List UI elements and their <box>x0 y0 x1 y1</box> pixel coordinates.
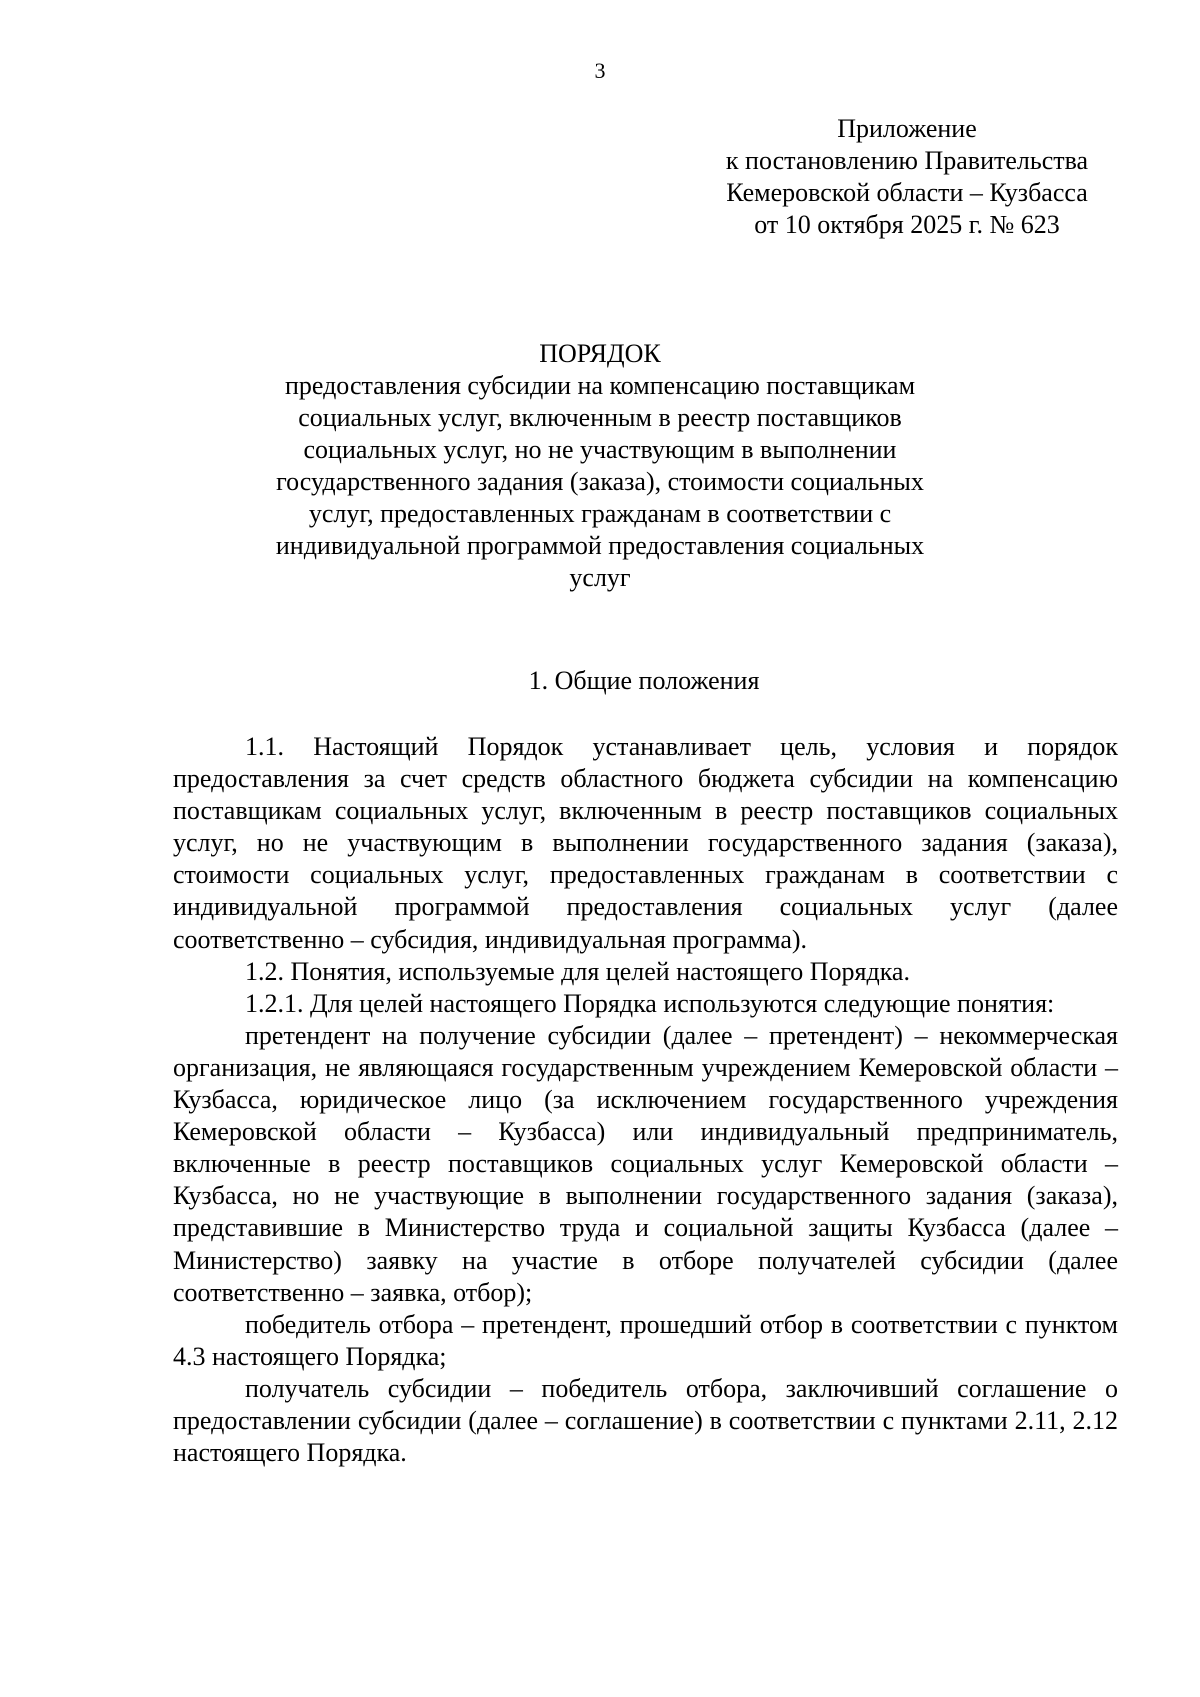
title-heading: ПОРЯДОК <box>539 339 661 368</box>
paragraph: получатель субсидии – победитель отбора, заключивший соглашение о предоставлении субсидии (далее – соглашение) в соответствии с пунктами 2.11, 2.12 настоящего Порядка. <box>173 1373 1118 1468</box>
title-line: индивидуальной программой предоставления социальных <box>275 531 925 560</box>
title-line: социальных услуг, но не участвующим в выполнении <box>303 435 897 464</box>
paragraph: победитель отбора – претендент, прошедший отбор в соответствии с пунктом 4.3 настоящего Порядка; <box>173 1309 1118 1371</box>
body-text <box>173 731 1118 1469</box>
appendix-line: Кемеровской области – Кузбасса <box>726 178 1088 207</box>
title-line: услуг, предоставленных гражданам в соответствии с <box>308 499 892 528</box>
appendix-line: от 10 октября 2025 г. № 623 <box>754 210 1060 239</box>
title-line: социальных услуг, включенным в реестр поставщиков <box>298 403 902 432</box>
appendix-line: к постановлению Правительства <box>725 146 1089 175</box>
title-line: услуг <box>569 563 631 592</box>
paragraph: 1.2. Понятия, используемые для целей настоящего Порядка. <box>245 956 910 986</box>
paragraph: 1.2.1. Для целей настоящего Порядка используются следующие понятия: <box>245 988 1055 1018</box>
title-line: предоставления субсидии на компенсацию поставщикам <box>284 371 916 400</box>
appendix-line: Приложение <box>837 114 977 143</box>
appendix-block <box>702 113 1112 241</box>
paragraph: 1.1. Настоящий Порядок устанавливает цель, условия и порядок предоставления за счет средств областного бюджета субсидии на компенсацию поставщикам социальных услуг, включенным в реестр поставщиков социальных услуг, но не участвующим в выполнении государственного задания (заказа), стоимости социальных услуг, предоставленных гражданам в соответствии с индивидуальной программой предоставления социальных услуг (далее соответственно – субсидия, индивидуальная программа). <box>173 732 1118 954</box>
title-line: государственного задания (заказа), стоимости социальных <box>276 467 924 496</box>
paragraph: претендент на получение субсидии (далее – претендент) – некоммерческая организация, не являющаяся государственным учреждением Кемеровской области – Кузбасса, юридическое лицо (за исключением государственного учреждения Кемеровской области – Кузбасса) или индивидуальный предприниматель, включенные в реестр поставщиков социальных услуг Кемеровской области – Кузбасса, но не участвующие в выполнении государственного задания (заказа), представившие в Министерство труда и социальной защиты Кузбасса (далее – Министерство) заявку на участие в отборе получателей субсидии (далее соответственно – заявка, отбор); <box>173 1020 1118 1307</box>
document-title <box>270 338 930 594</box>
page-number: 3 <box>594 58 606 83</box>
section-heading: 1. Общие положения <box>528 666 760 695</box>
